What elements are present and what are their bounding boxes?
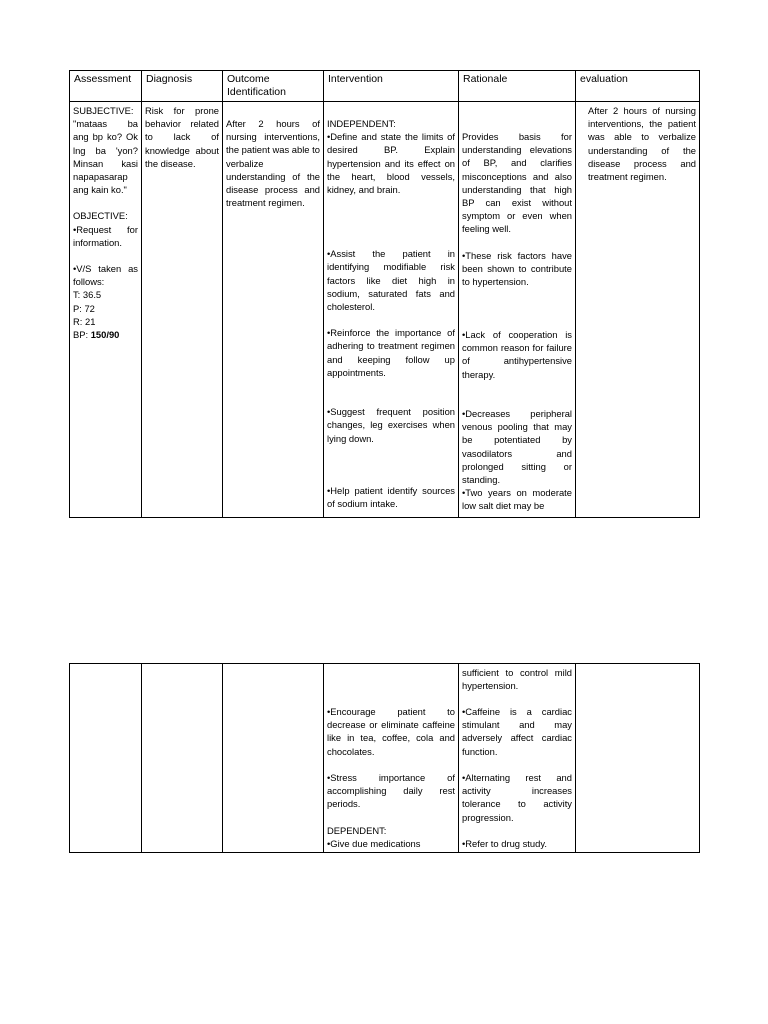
assessment-cell <box>70 664 142 853</box>
bp-label: BP: <box>73 329 91 341</box>
objective-item: •Request for information. <box>73 223 138 248</box>
vital-sign-pulse: P: 72 <box>73 302 95 314</box>
header-outcome-identification: Outcome Identification <box>223 71 324 102</box>
rationale-continued: sufficient to control mild hypertension. <box>462 667 572 692</box>
evaluation-cell <box>576 664 700 853</box>
nursing-care-plan-table <box>69 70 700 518</box>
dependent-item: •Give due medications <box>327 838 421 850</box>
outcome-cell <box>223 102 324 518</box>
vital-signs-intro: •V/S taken as follows: <box>73 263 138 288</box>
intervention-item: •Stress importance of accomplishing daily rest periods. <box>327 772 455 810</box>
bp-value: 150/90 <box>90 329 120 341</box>
rationale-item: •Two years on moderate low salt diet may be <box>462 487 572 512</box>
assessment-cell <box>70 102 142 518</box>
intervention-cell <box>324 102 459 518</box>
rationale-item: •Lack of cooperation is common reason for failure of antihypertensive therapy. <box>462 329 572 380</box>
table-row <box>70 664 700 853</box>
intervention-item: •Assist the patient in identifying modifiable risk factors like diet high in sodium, saturated fats and cholesterol. <box>327 248 455 313</box>
intervention-item: •Help patient identify sources of sodium intake. <box>327 485 455 510</box>
intervention-item: •Define and state the limits of desired BP. Explain hypertension and its effect on the heart, blood vessels, kidney, and brain. <box>327 131 455 196</box>
vital-sign-temperature: T: 36.5 <box>73 289 102 301</box>
rationale-item: •Alternating rest and activity increases tolerance to activity progression. <box>462 772 572 823</box>
table-row <box>70 102 700 518</box>
rationale-item: Provides basis for understanding elevations of BP, and clarifies misconceptions and also understanding that high BP can exist without symptom or even when feeling well. <box>462 131 572 235</box>
evaluation-cell <box>576 102 700 518</box>
rationale-item: •Decreases peripheral venous pooling that may be potentiated by vasodilators and prolonged sitting or standing. <box>462 408 572 486</box>
rationale-item: •Caffeine is a cardiac stimulant and may adversely affect cardiac function. <box>462 706 572 757</box>
header-assessment: Assessment <box>70 71 142 102</box>
subjective-text: "mataas ba ang bp ko? Ok lng ba 'yon? Minsan kasi napapasarap ang kain ko." <box>73 118 138 196</box>
rationale-item: •Refer to drug study. <box>462 838 547 849</box>
outcome-text: After 2 hours of nursing interventions, the patient was able to verbalize understanding of the disease process and treatment regimen. <box>226 118 320 209</box>
rationale-cell <box>459 102 576 518</box>
intervention-item: •Reinforce the importance of adhering to treatment regimen and keeping follow up appointments. <box>327 327 455 378</box>
independent-label: INDEPENDENT: <box>327 118 396 129</box>
vital-sign-blood-pressure <box>73 328 138 341</box>
subjective-label: SUBJECTIVE: <box>73 105 134 116</box>
rationale-cell <box>459 664 576 853</box>
intervention-item: •Suggest frequent position changes, leg exercises when lying down. <box>327 406 455 444</box>
header-intervention: Intervention <box>324 71 459 102</box>
diagnosis-text: Risk for prone behavior related to lack of knowledge about the disease. <box>145 105 219 169</box>
nursing-care-plan-table-continued <box>69 663 700 853</box>
header-diagnosis: Diagnosis <box>142 71 223 102</box>
outcome-cell <box>223 664 324 853</box>
header-rationale: Rationale <box>459 71 576 102</box>
table-header-row <box>70 71 700 102</box>
diagnosis-cell <box>142 102 223 518</box>
intervention-cell <box>324 664 459 853</box>
vital-sign-respiration: R: 21 <box>73 315 96 327</box>
dependent-label: DEPENDENT: <box>327 825 387 836</box>
rationale-item: •These risk factors have been shown to contribute to hypertension. <box>462 250 572 288</box>
intervention-item: •Encourage patient to decrease or eliminate caffeine like in tea, coffee, cola and chocolates. <box>327 706 455 757</box>
objective-label: OBJECTIVE: <box>73 210 128 222</box>
diagnosis-cell <box>142 664 223 853</box>
evaluation-text: After 2 hours of nursing interventions, the patient was able to verbalize understanding of the disease process and treatment regimen. <box>588 105 696 183</box>
header-evaluation: evaluation <box>576 71 700 102</box>
